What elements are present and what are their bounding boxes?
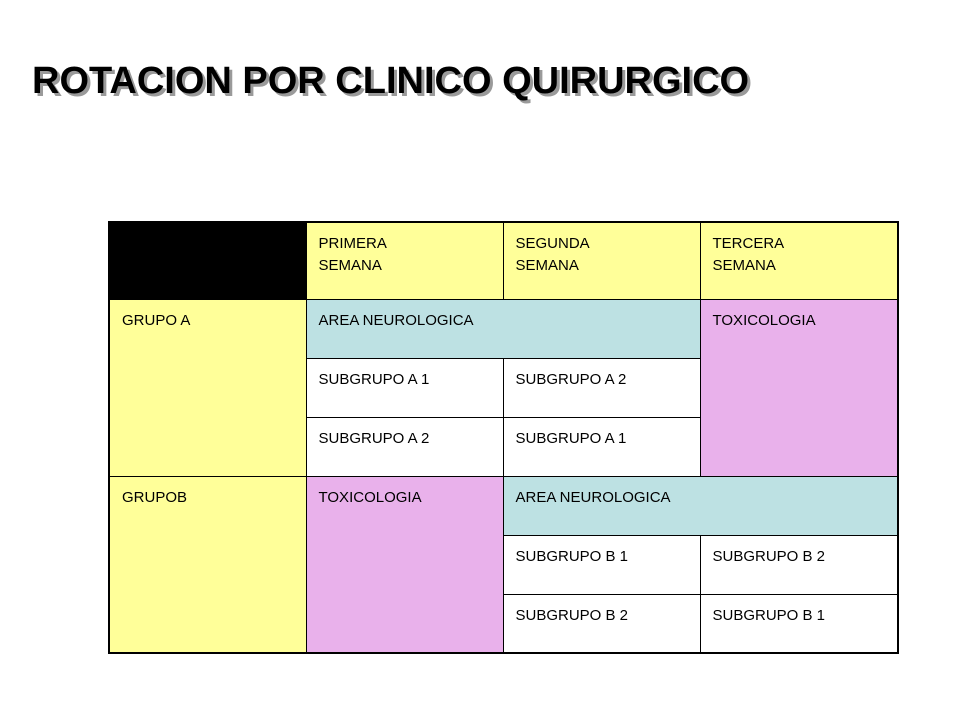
group-a-week2-subgroup: SUBGRUPO A 2 [503,358,700,417]
group-b-week2-subgroup: SUBGRUPO B 1 [503,535,700,594]
header-week-1 [306,222,503,299]
header-week-3-line-2: SEMANA [712,257,776,274]
rotation-table [108,221,899,654]
header-row [109,222,898,299]
corner-cell [109,222,306,299]
header-week-2 [503,222,700,299]
header-week-1-line-1: PRIMERA [318,235,387,252]
group-b-label: GRUPOB [109,476,306,653]
group-a-toxicologia: TOXICOLOGIA [700,299,898,476]
group-a-week2-subgroup: SUBGRUPO A 1 [503,417,700,476]
header-week-3 [700,222,898,299]
group-a-area-neurologica: AREA NEUROLOGICA [306,299,700,358]
group-b-week3-subgroup: SUBGRUPO B 1 [700,594,898,653]
group-b-week2-subgroup: SUBGRUPO B 2 [503,594,700,653]
group-a-label: GRUPO A [109,299,306,476]
header-week-2-line-2: SEMANA [515,257,579,274]
header-week-3-line-1: TERCERA [712,235,785,252]
table-row [109,299,898,358]
group-b-area-neurologica: AREA NEUROLOGICA [503,476,898,535]
table-row [109,476,898,535]
group-b-toxicologia: TOXICOLOGIA [306,476,503,653]
header-week-2-line-1: SEGUNDA [515,235,590,252]
group-a-week1-subgroup: SUBGRUPO A 2 [306,417,503,476]
page-title: ROTACION POR CLINICO QUIRURGICO [32,60,750,102]
group-b-week3-subgroup: SUBGRUPO B 2 [700,535,898,594]
header-week-1-line-2: SEMANA [318,257,382,274]
group-a-week1-subgroup: SUBGRUPO A 1 [306,358,503,417]
